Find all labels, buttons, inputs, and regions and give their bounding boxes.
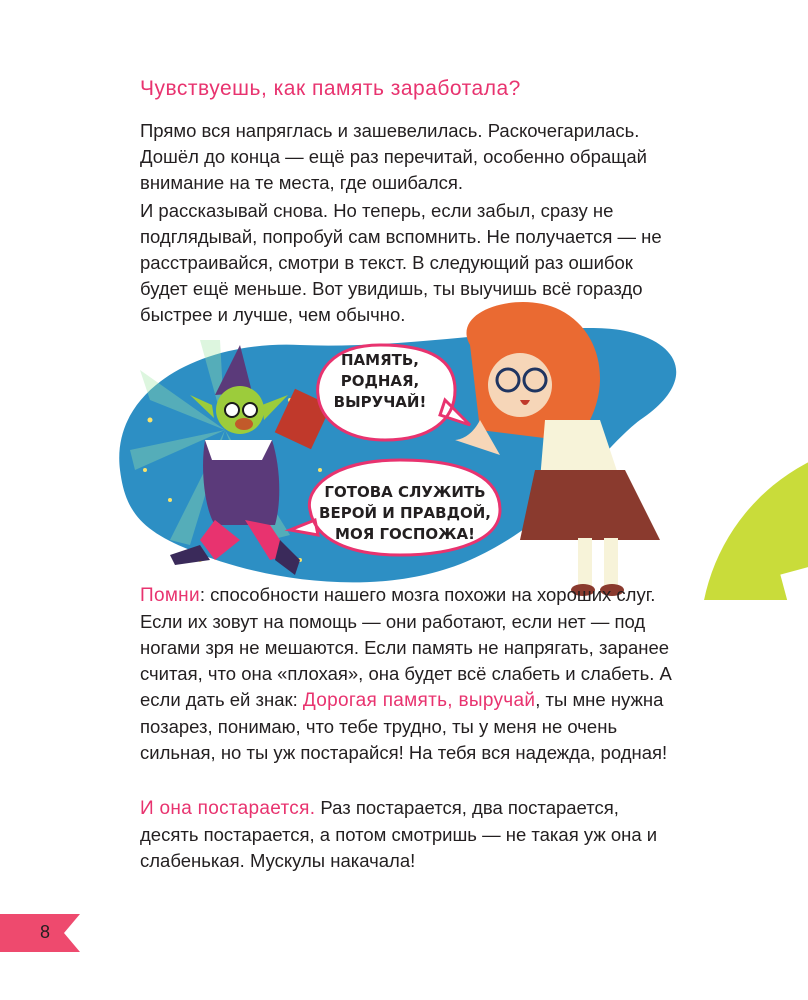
goblin-speech-text: ГОТОВА СЛУЖИТЬ ВЕРОЙ И ПРАВДОЙ, МОЯ ГОСПОЖА!: [319, 483, 491, 543]
paragraph-3-text-b: , ты мне нужна позарез, понимаю, что тебе трудно, ты у меня не очень сильная, но ты уж постарайся! На тебя вся надежда, родная!: [140, 689, 668, 763]
she-will-try-label: И она постарается.: [140, 798, 316, 819]
paragraph-2: И рассказывай снова. Но теперь, если забыл, сразу не подглядывай, попробуй сам вспомнить. Не получается — не расстраивайся, смотри в текст. В следующий раз ошибок будет ещё меньше. Вот увидишь, ты выучишь всё гораздо быстрее и лучше, чем обычно.: [140, 200, 662, 325]
paragraph-4: [140, 795, 680, 874]
paragraph-4-text: Раз постарается, два постарается, десять постарается, а потом смотришь — не такая уж она и слабенькая. Мускулы накачала!: [140, 797, 658, 871]
paragraph-1: Прямо вся напряглась и зашевелилась. Раскочегарилась. Дошёл до конца — ещё раз перечитай, особенно обращай внимание на те места, где ошибался.: [140, 120, 648, 193]
dear-memory-phrase: Дорогая память, выручай: [302, 690, 536, 711]
paragraph-3-text-a: : способности нашего мозга похожи на хороших слуг. Если их зовут на помощь — они работают, если нет — под ногами зря не мешаются. Если память не напрягать, заранее считая, что она «плохая», она будет всё слабеть и слабеть. А если дать ей знак:: [140, 584, 672, 710]
section-heading: Чувствуешь, как память заработала?: [140, 77, 521, 100]
girl-speech-text: ПАМЯТЬ, РОДНАЯ, ВЫРУЧАЙ!: [333, 351, 427, 411]
illustration: [0, 300, 808, 600]
page-number: 8: [39, 922, 50, 942]
remember-label: Помни: [140, 585, 200, 606]
paragraph-3: [140, 582, 680, 766]
